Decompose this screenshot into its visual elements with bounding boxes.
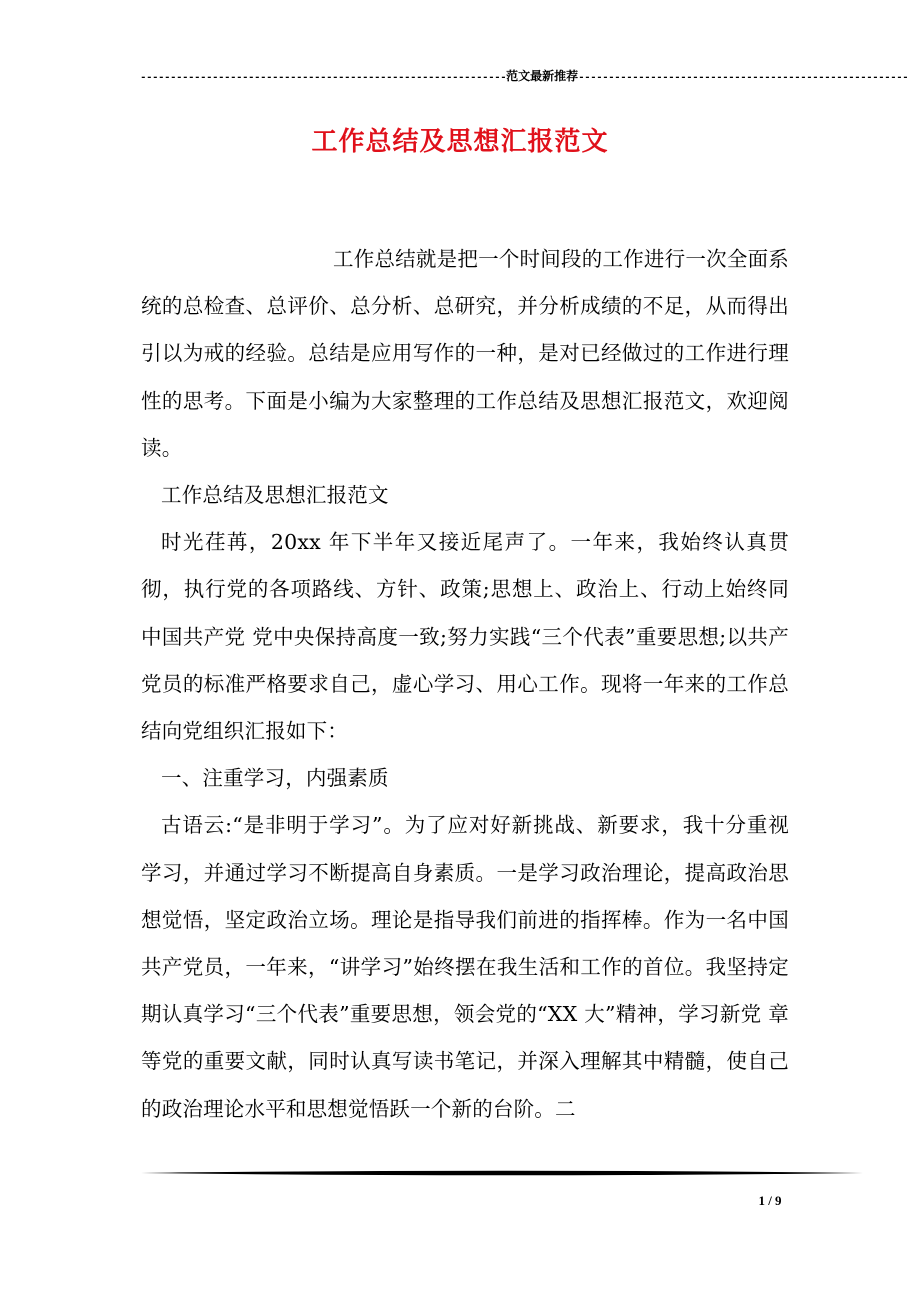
subsection-heading: 一、注重学习，内强素质	[161, 766, 389, 791]
body-paragraph: 时光荏苒，20xx 年下半年又接近尾声了。一年来，我始终认真贯彻，执行党的各项路线、方针、政策;思想上、政治上、行动上始终同中国共产党 党中央保持高度一致;努力实践“三个代表”重要思想;以共产党员的标准严格要求自己，虚心学习、用心工作。现将一年来的工作总结向党组织汇报如下：	[141, 530, 789, 744]
header-label: 范文最新推荐	[506, 69, 579, 83]
document-body	[141, 236, 789, 1133]
section-heading: 工作总结及思想汇报范文	[161, 483, 389, 508]
footer-divider	[141, 1170, 863, 1176]
header-dashes-left: -------------------------------------------------------------	[140, 72, 507, 84]
header-dashes-right: -------------------------------------------------------	[578, 72, 909, 84]
page-header	[140, 66, 909, 88]
page-number: 1 / 9	[758, 1193, 782, 1208]
document-title: 工作总结及思想汇报范文	[311, 127, 609, 157]
intro-paragraph: 工作总结就是把一个时间段的工作进行一次全面系统的总检查、总评价、总分析、总研究，并分析成绩的不足，从而得出引以为戒的经验。总结是应用写作的一种，是对已经做过的工作进行理性的思考。下面是小编为大家整理的工作总结及思想汇报范文，欢迎阅读。	[141, 247, 789, 460]
body-paragraph: 古语云:“是非明于学习”。为了应对好新挑战、新要求，我十分重视学习，并通过学习不断提高自身素质。一是学习政治理论，提高政治思想觉悟，坚定政治立场。理论是指导我们前进的指挥棒。作为一名中国共产党员，一年来，“讲学习”始终摆在我生活和工作的首位。我坚持定期认真学习“三个代表”重要思想，领会党的“XX 大”精神，学习新党 章等党的重要文献，同时认真写读书笔记，并深入理解其中精髓，使自己的政治理论水平和思想觉悟跃一个新的台阶。二	[141, 813, 789, 1121]
